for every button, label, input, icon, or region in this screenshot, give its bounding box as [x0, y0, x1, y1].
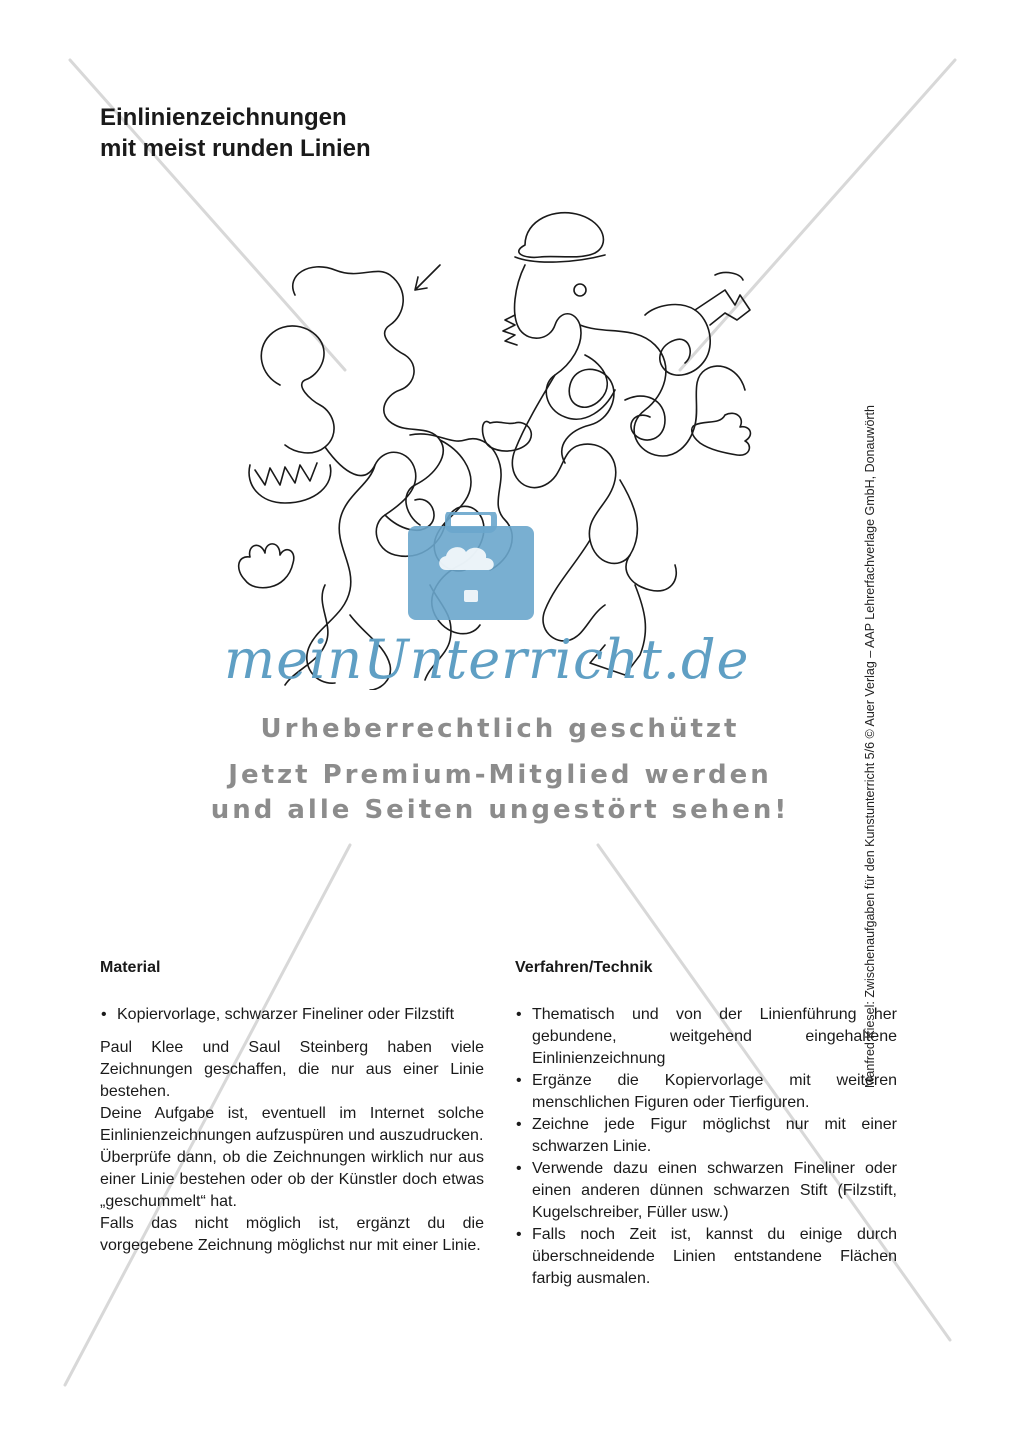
page-title-line-1: Einlinienzeichnungen: [100, 104, 347, 131]
technique-list-item: • Zeichne jede Figur möglichst nur mit einer schwarzen Linie.: [515, 1114, 897, 1158]
material-paragraph: Paul Klee und Saul Steinberg haben viele Zeichnungen geschaffen, die nur aus einer Linie bestehen.: [100, 1039, 484, 1100]
technique-heading: Verfahren/Technik: [515, 959, 653, 976]
technique-list: [515, 1004, 897, 1290]
material-paragraph: Falls das nicht möglich ist, ergänzt du die vorgegebene Zeichnung möglichst nur mit einer Linie.: [100, 1215, 484, 1254]
page-title-line-2: mit meist runden Linien: [100, 135, 371, 162]
side-credit: Manfred Kiesel: Zwischenaufgaben für den Kunstunterricht 5/6 © Auer Verlag – AAP Lehrerfachverlage GmbH, Donauwörth: [863, 405, 877, 1088]
material-paragraph: Deine Aufgabe ist, eventuell im Internet solche Einlinienzeichnungen aufzuspüren und auszudrucken.: [100, 1105, 484, 1144]
watermark-logo: meinUnterricht.de: [224, 628, 750, 691]
technique-list-item: • Falls noch Zeit ist, kannst du einige durch überschneidende Linien entstandene Flächen farbig ausmalen.: [515, 1224, 897, 1290]
page-title: [100, 102, 371, 164]
watermark-premium-prompt-2: und alle Seiten ungestört sehen!: [210, 795, 790, 825]
material-heading: Material: [100, 959, 161, 976]
technique-list-item: • Thematisch und von der Linienführung her gebundene, weitgehend eingehaltene Einlinienzeichnung: [515, 1004, 897, 1070]
technique-section: [515, 958, 897, 1290]
material-list: [100, 1004, 484, 1026]
material-list-item: • Kopiervorlage, schwarzer Fineliner oder Filzstift: [100, 1004, 484, 1026]
watermark-copyright: Urheberrechtlich geschützt: [260, 714, 740, 744]
briefcase-cloud-icon: [408, 512, 534, 620]
material-paragraph: Überprüfe dann, ob die Zeichnungen wirklich nur aus einer Linie bestehen oder ob der Künstler doch etwas „geschummelt“ hat.: [100, 1149, 484, 1210]
material-section: [100, 958, 484, 1257]
technique-list-item: • Ergänze die Kopiervorlage mit weiteren menschlichen Figuren oder Tierfiguren.: [515, 1070, 897, 1114]
technique-list-item: • Verwende dazu einen schwarzen Fineliner oder einen anderen dünnen schwarzen Stift (Filzstift, Kugelschreiber, Füller usw.): [515, 1158, 897, 1224]
watermark-premium-prompt: Jetzt Premium-Mitglied werden: [228, 760, 772, 790]
